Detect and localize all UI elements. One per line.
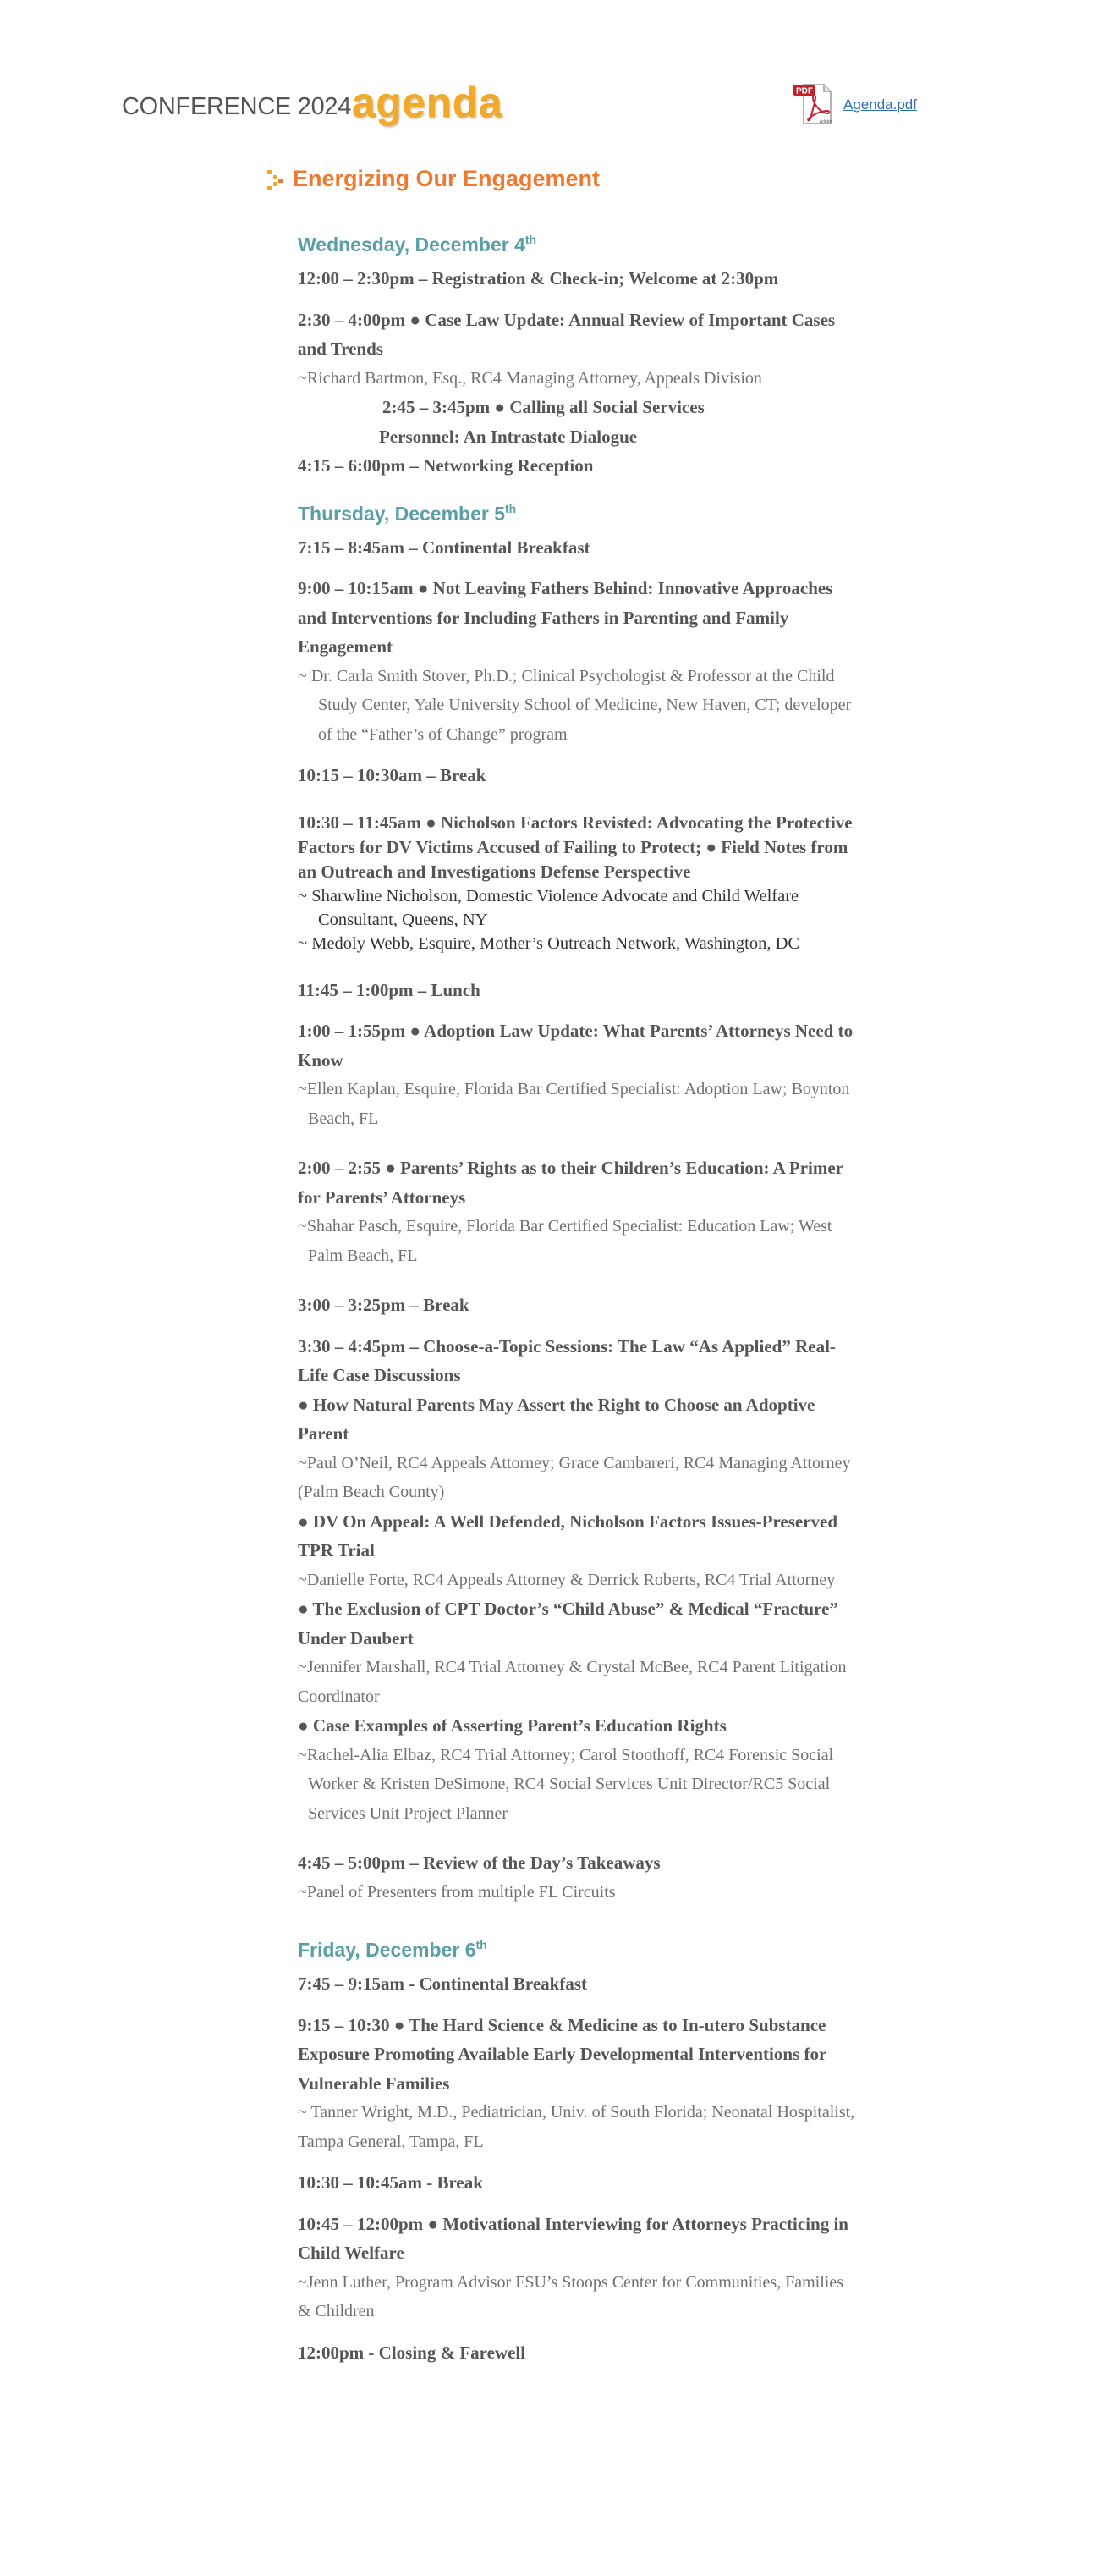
session-presenter: ~ Tanner Wright, M.D., Pediatrician, Univ. of South Florida; Neonatal Hospitalist, Tampa General, Tampa, FL bbox=[298, 2103, 855, 2151]
session-presenter: ~ Medoly Webb, Esquire, Mother’s Outreach Network, Washington, DC bbox=[298, 933, 800, 953]
session-title: 3:30 – 4:45pm – Choose-a-Topic Sessions: The Law “As Applied” Real-Life Case Discussions bbox=[298, 1335, 836, 1385]
session-title: 1:00 – 1:55pm ● Adoption Law Update: What Parents’ Attorneys Need to Know bbox=[298, 1021, 854, 1071]
topic-presenter: ~Danielle Forte, RC4 Appeals Attorney & Derrick Roberts, RC4 Trial Attorney bbox=[298, 1570, 836, 1589]
session-item bbox=[298, 761, 856, 790]
session-item bbox=[298, 1291, 856, 1320]
nested-session-title: Personnel: An Intrastate Dialogue bbox=[379, 426, 638, 447]
day-heading-thursday: Thursday, December 5th bbox=[298, 501, 517, 525]
session-presenter: ~Shahar Pasch, Esquire, Florida Bar Certified Specialist: Education Law; West Palm Beach, FL bbox=[298, 1217, 832, 1265]
session-title: 12:00 – 2:30pm – Registration & Check-in; Welcome at 2:30pm bbox=[298, 268, 779, 289]
day-heading-friday: Friday, December 6th bbox=[298, 1938, 487, 1961]
session-item bbox=[298, 305, 856, 452]
session-title: 4:15 – 6:00pm – Networking Reception bbox=[298, 455, 594, 476]
topic-title: ● Case Examples of Asserting Parent’s Education Rights bbox=[298, 1715, 727, 1736]
topic-title: ● DV On Appeal: A Well Defended, Nicholson Factors Issues-Preserved TPR Trial bbox=[298, 1511, 838, 1560]
session-item bbox=[298, 451, 856, 481]
session-presenter: ~ Sharwline Nicholson, Domestic Violence Advocate and Child Welfare Consultant, Queens, NY bbox=[298, 886, 799, 929]
session-presenter: ~ Dr. Carla Smith Stover, Ph.D.; Clinical Psychologist & Professor at the Child Study Center, Yale University School of Medicine, New Haven, CT; developer of the “Father’s of Change” program bbox=[298, 666, 852, 744]
conference-title: CONFERENCE 2024 bbox=[122, 93, 352, 120]
session-title: 10:45 – 12:00pm ● Motivational Interviewing for Attorneys Practicing in Child Welfare bbox=[298, 2213, 848, 2263]
session-item bbox=[298, 2011, 856, 2157]
session-title: 4:45 – 5:00pm – Review of the Day’s Takeaways bbox=[298, 1852, 661, 1873]
session-title: 10:30 – 11:45am ● Nicholson Factors Revisted: Advocating the Protective Factors for DV Victims Accused of Failing to Protect; ● Field Notes from an Outreach and Investigations Defense Perspective bbox=[298, 812, 853, 882]
nested-session-title: 2:45 – 3:45pm ● Calling all Social Services bbox=[382, 397, 705, 417]
session-item bbox=[298, 2338, 856, 2368]
page-header bbox=[122, 81, 1002, 132]
session-title: 10:30 – 10:45am - Break bbox=[298, 2172, 483, 2193]
session-title: 9:15 – 10:30 ● The Hard Science & Medicine as to In-utero Substance Exposure Promoting Available Early Developmental Interventions for Vulnerable Families bbox=[298, 2014, 826, 2094]
session-item bbox=[298, 1969, 856, 1999]
session-title: 2:00 – 2:55 ● Parents’ Rights as to their Children’s Education: A Primer for Parents’ Attorneys bbox=[298, 1158, 843, 1208]
agenda-heading: agenda bbox=[352, 79, 503, 126]
tagline-text: Energizing Our Engagement bbox=[293, 166, 601, 191]
session-title: 7:45 – 9:15am - Continental Breakfast bbox=[298, 1973, 588, 1994]
session-title: 3:00 – 3:25pm – Break bbox=[298, 1295, 469, 1315]
session-presenter: ~Richard Bartmon, Esq., RC4 Managing Attorney, Appeals Division bbox=[298, 368, 762, 388]
nested-session bbox=[298, 393, 856, 451]
topic-presenter: ~Rachel-Alia Elbaz, RC4 Trial Attorney; Carol Stoothoff, RC4 Forensic Social Worker & Kristen DeSimone, RC4 Social Services Unit Director/RC5 Social Services Unit Project Planner bbox=[298, 1745, 834, 1823]
session-item bbox=[298, 1848, 856, 1907]
session-item bbox=[298, 1332, 856, 1829]
topic-title: ● The Exclusion of CPT Doctor’s “Child Abuse” & Medical “Fracture” Under Daubert bbox=[298, 1599, 838, 1649]
svg-text:Adobe: Adobe bbox=[819, 119, 832, 124]
session-title: 9:00 – 10:15am ● Not Leaving Fathers Behind: Innovative Approaches and Interventions for Including Fathers in Parenting and Family Engagement bbox=[298, 578, 833, 657]
session-item bbox=[298, 811, 856, 955]
topic-presenter: ~Jennifer Marshall, RC4 Trial Attorney & Crystal McBee, RC4 Parent Litigation Coordinator bbox=[298, 1658, 847, 1706]
session-title: 12:00pm - Closing & Farewell bbox=[298, 2342, 526, 2363]
pdf-file-icon[interactable] bbox=[792, 81, 836, 125]
day-heading-wednesday: Wednesday, December 4th bbox=[298, 233, 537, 256]
pdf-link[interactable]: Agenda.pdf bbox=[843, 96, 917, 113]
session-presenter: ~Panel of Presenters from multiple FL Circuits bbox=[298, 1882, 616, 1902]
svg-text:PDF: PDF bbox=[796, 86, 813, 96]
session-item bbox=[298, 574, 856, 749]
agenda-content bbox=[298, 227, 856, 2367]
session-title: 7:15 – 8:45am – Continental Breakfast bbox=[298, 537, 590, 558]
session-presenter: ~Ellen Kaplan, Esquire, Florida Bar Certified Specialist: Adoption Law; Boynton Beach, FL bbox=[298, 1080, 850, 1128]
session-item bbox=[298, 264, 856, 294]
session-title: 11:45 – 1:00pm – Lunch bbox=[298, 979, 480, 1000]
session-item bbox=[298, 2210, 856, 2326]
topic-title: ● How Natural Parents May Assert the Right to Choose an Adoptive Parent bbox=[298, 1394, 815, 1444]
session-title: 10:15 – 10:30am – Break bbox=[298, 765, 486, 785]
session-item bbox=[298, 976, 856, 1005]
session-item bbox=[298, 1016, 856, 1133]
topic-presenter: ~Paul O’Neil, RC4 Appeals Attorney; Grace Cambareri, RC4 Managing Attorney (Palm Beach County) bbox=[298, 1453, 851, 1501]
session-item bbox=[298, 1153, 856, 1270]
session-presenter: ~Jenn Luther, Program Advisor FSU’s Stoops Center for Communities, Families & Children bbox=[298, 2272, 843, 2320]
chevron-right-icon bbox=[266, 169, 284, 191]
session-item bbox=[298, 533, 856, 563]
session-item bbox=[298, 2168, 856, 2198]
session-title: 2:30 – 4:00pm ● Case Law Update: Annual Review of Important Cases and Trends bbox=[298, 309, 836, 359]
